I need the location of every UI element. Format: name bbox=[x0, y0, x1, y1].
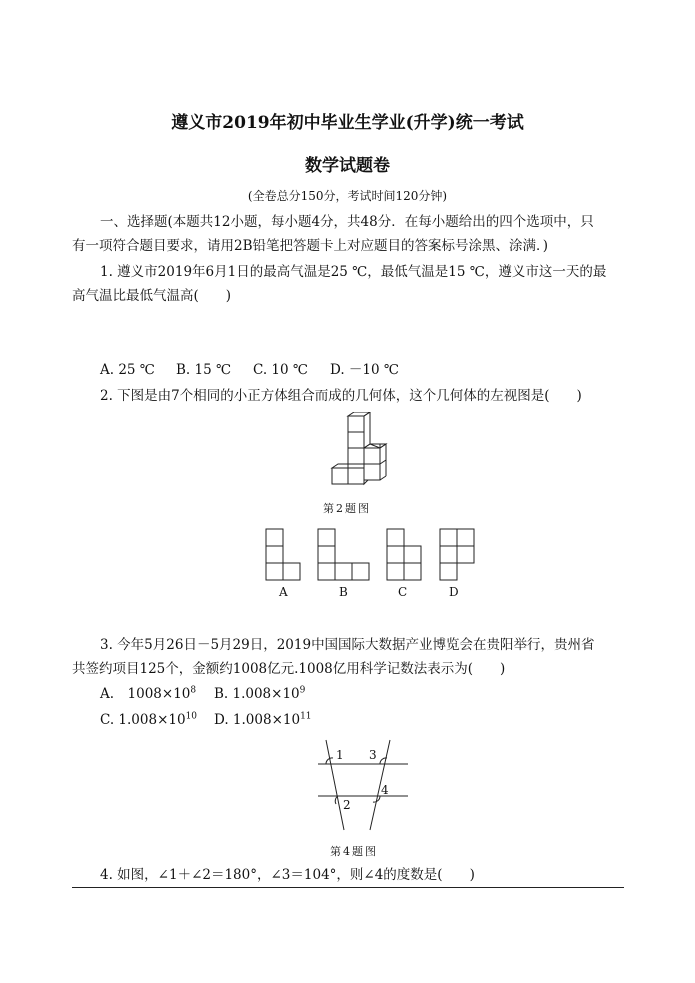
exam-subtitle: 数学试题卷 bbox=[305, 156, 390, 176]
question-1-option-d: D. －10 ℃ bbox=[330, 362, 399, 378]
question-1-line1: 1. 遵义市2019年6月1日的最高气温是25 ℃，最低气温是15 ℃，遵义市这一天的最 bbox=[100, 264, 607, 280]
cube-face bbox=[348, 416, 364, 432]
question-2-text: 2. 下图是由7个相同的小正方体组合而成的几何体，这个几何体的左视图是( ) bbox=[100, 388, 582, 404]
cube-face bbox=[332, 468, 348, 484]
option-c-view bbox=[387, 529, 421, 580]
question-3-option-b: B. $1.008\times 10^9$ bbox=[214, 685, 306, 702]
option-d-view bbox=[440, 529, 474, 580]
question-4-text: 4. 如图，∠1＋∠2＝180°，∠3＝104°，则∠4的度数是( ) bbox=[100, 867, 475, 883]
question-3-line2: 共签约项目125个，金额约1008亿元.1008亿用科学记数法表示为( ) bbox=[72, 661, 506, 677]
section-instructions-line1: 一、选择题(本题共12小题，每小题4分，共48分．在每小题给出的四个选项中，只 bbox=[100, 214, 594, 230]
option-b-view bbox=[318, 529, 369, 580]
option-label-b: B bbox=[339, 585, 348, 599]
question-3-option-a: A. $1008\times 10^8$ bbox=[100, 685, 197, 702]
figure-2-caption: 第2题图 bbox=[323, 502, 371, 515]
cube-face bbox=[364, 464, 380, 480]
cube-edge bbox=[364, 480, 368, 484]
section-instructions-line2: 有一项符合题目要求，请用2B铅笔把答题卡上对应题目的答案标号涂黑、涂满．) bbox=[72, 238, 549, 254]
option-label-a: A bbox=[279, 585, 288, 599]
figure-4-caption: 第4题图 bbox=[330, 845, 378, 858]
question-3-line1: 3. 今年5月26日－5月29日，2019中国国际大数据产业博览会在贵阳举行，贵州省 bbox=[100, 637, 595, 653]
cube-side bbox=[364, 412, 370, 448]
angle-label-3: 3 bbox=[369, 748, 377, 762]
angle-label-4: 4 bbox=[381, 783, 389, 797]
option-label-c: C bbox=[398, 585, 408, 599]
figure-2-options bbox=[262, 527, 478, 581]
cube-face bbox=[348, 468, 364, 484]
exam-title: 遵义市2019年初中毕业生学业(升学)统一考试 bbox=[171, 113, 524, 133]
angle-1-arc bbox=[326, 758, 333, 764]
figure-4-lines bbox=[314, 738, 414, 834]
figure-2-cubes bbox=[318, 412, 398, 490]
page-bottom-rule bbox=[72, 887, 624, 888]
angle-label-2: 2 bbox=[343, 798, 351, 812]
option-label-d: D bbox=[449, 585, 459, 599]
cube-top bbox=[370, 444, 386, 448]
question-1-option-c: C. 10 ℃ bbox=[253, 362, 309, 378]
cube-face bbox=[348, 432, 364, 448]
angle-label-1: 1 bbox=[336, 748, 344, 762]
cube-face bbox=[348, 448, 364, 464]
question-3-option-c: C. $1.008\times 10^{10}$ bbox=[100, 711, 198, 728]
question-1-line2: 高气温比最低气温高( ) bbox=[72, 288, 232, 304]
cube-face bbox=[364, 448, 380, 464]
question-1-option-a: A. 25 ℃ bbox=[100, 362, 155, 378]
cube-top bbox=[332, 464, 348, 468]
question-1-option-b: B. 15 ℃ bbox=[176, 362, 232, 378]
option-a-view bbox=[266, 529, 300, 580]
question-3-option-d: D. $1.008\times 10^{11}$ bbox=[214, 711, 312, 728]
exam-info: (全卷总分150分，考试时间120分钟) bbox=[247, 189, 448, 203]
